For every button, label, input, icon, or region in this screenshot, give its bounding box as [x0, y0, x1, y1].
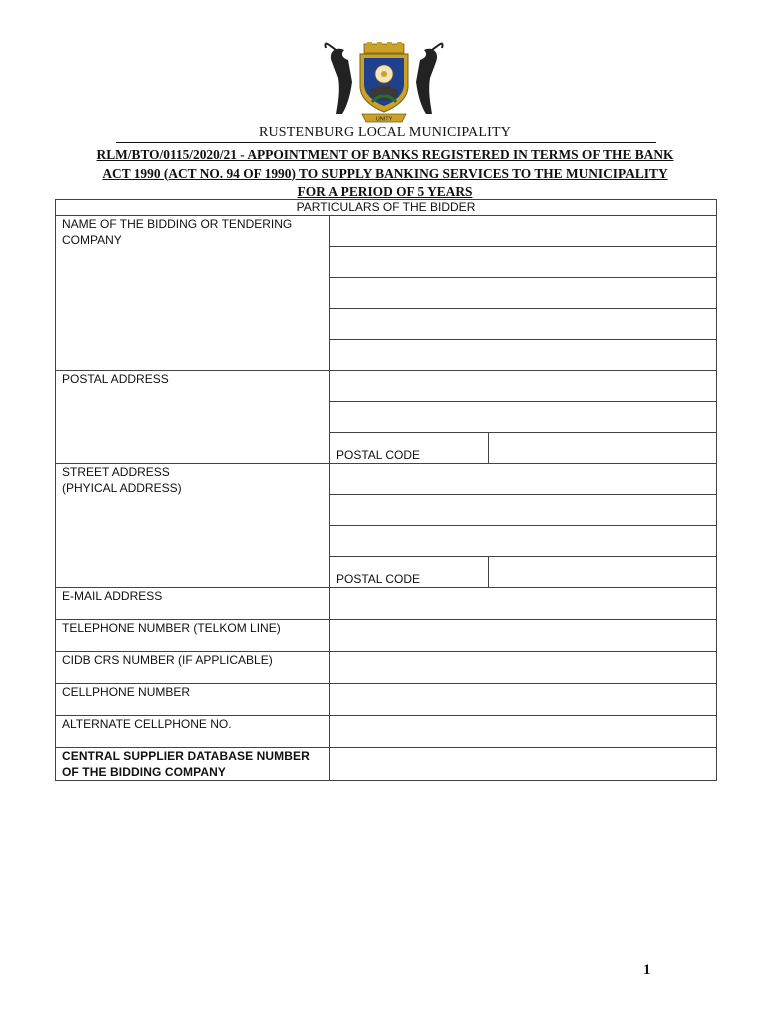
- postal-code-label-2: POSTAL CODE: [330, 557, 489, 588]
- csd-field[interactable]: [330, 748, 717, 781]
- street-address-field-3[interactable]: [330, 526, 717, 557]
- cidb-field[interactable]: [330, 652, 717, 684]
- company-name-field-5[interactable]: [330, 340, 717, 371]
- company-name-field-1[interactable]: [330, 216, 717, 247]
- cellphone-label: CELLPHONE NUMBER: [56, 684, 330, 716]
- form-heading: PARTICULARS OF THE BIDDER: [56, 200, 717, 216]
- postal-address-field-1[interactable]: [330, 371, 717, 402]
- municipal-crest-logo: [322, 42, 446, 124]
- alt-cellphone-label: ALTERNATE CELLPHONE NO.: [56, 716, 330, 748]
- postal-code-field-1[interactable]: [489, 433, 717, 464]
- tender-title: RLM/BTO/0115/2020/21 - APPOINTMENT OF BANKS REGISTERED IN TERMS OF THE BANK ACT 1990 (ACT NO. 94 OF 1990) TO SUPPLY BANKING SERVICES TO THE MUNICIPALITY FOR A PERIOD OF 5 YEARS: [96, 147, 674, 199]
- csd-label: CENTRAL SUPPLIER DATABASE NUMBER OF THE BIDDING COMPANY: [56, 748, 330, 781]
- street-address-label: [56, 464, 330, 588]
- company-name-field-2[interactable]: [330, 247, 717, 278]
- email-label: E-MAIL ADDRESS: [56, 588, 330, 620]
- crest-motto: UNITY: [375, 116, 393, 123]
- street-address-label-line2: (PHYICAL ADDRESS): [62, 480, 182, 495]
- telephone-label: TELEPHONE NUMBER (TELKOM LINE): [56, 620, 330, 652]
- bidder-particulars-form: [55, 199, 717, 781]
- street-address-field-2[interactable]: [330, 495, 717, 526]
- postal-code-field-2[interactable]: [489, 557, 717, 588]
- postal-address-label: POSTAL ADDRESS: [56, 371, 330, 464]
- municipality-name: RUSTENBURG LOCAL MUNICIPALITY: [258, 125, 512, 140]
- cellphone-field[interactable]: [330, 684, 717, 716]
- postal-code-label-1: POSTAL CODE: [330, 433, 489, 464]
- header-divider: [116, 142, 656, 143]
- company-name-label: NAME OF THE BIDDING OR TENDERING COMPANY: [56, 216, 330, 371]
- cidb-label: CIDB CRS NUMBER (IF APPLICABLE): [56, 652, 330, 684]
- street-address-label-line1: STREET ADDRESS: [62, 465, 170, 479]
- company-name-field-4[interactable]: [330, 309, 717, 340]
- email-field[interactable]: [330, 588, 717, 620]
- telephone-field[interactable]: [330, 620, 717, 652]
- street-address-field-1[interactable]: [330, 464, 717, 495]
- company-name-field-3[interactable]: [330, 278, 717, 309]
- page-number: 1: [643, 962, 651, 978]
- alt-cellphone-field[interactable]: [330, 716, 717, 748]
- postal-address-field-2[interactable]: [330, 402, 717, 433]
